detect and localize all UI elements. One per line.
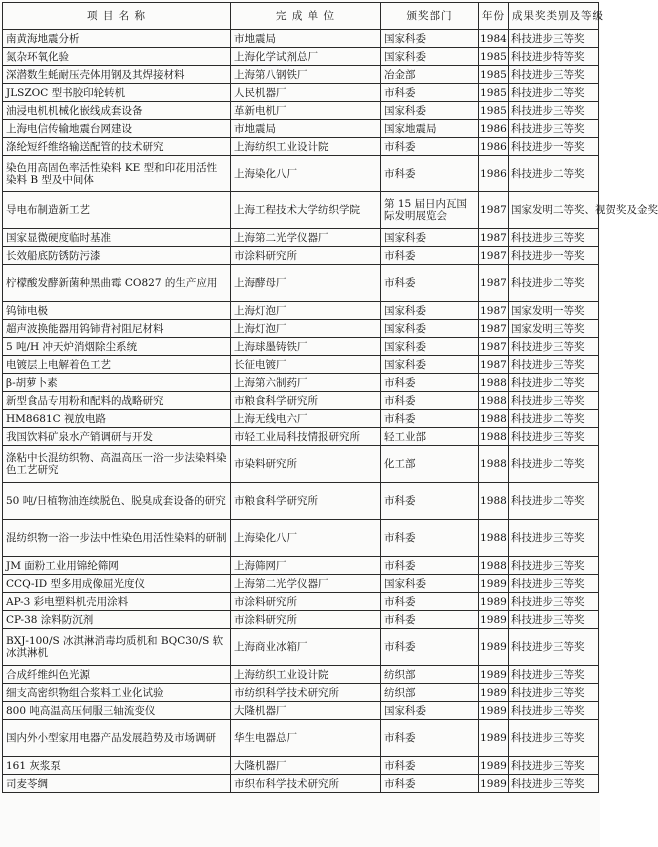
completing-unit-cell: 市涂料研究所 [231, 593, 381, 611]
completing-unit-cell: 上海第八钢铁厂 [231, 66, 381, 84]
project-name-cell: 合成纤维纠色光源 [3, 666, 231, 684]
project-name-cell: 我国饮料矿泉水产销调研与开发 [3, 428, 231, 446]
awarding-department-cell: 国家地震局 [381, 120, 479, 138]
table-row [3, 156, 599, 192]
header-awarding-department: 颁奖部门 [381, 3, 479, 30]
table-row [3, 684, 599, 702]
awarding-department-cell: 市科委 [381, 629, 479, 666]
completing-unit-cell: 市粮食科学研究所 [231, 483, 381, 520]
year-cell: 1986 [479, 156, 509, 192]
award-category-cell: 科技进步三等奖 [509, 720, 599, 757]
year-cell: 1989 [479, 593, 509, 611]
table-row [3, 483, 599, 520]
project-name-cell: 新型食品专用粉和配料的战略研究 [3, 392, 231, 410]
awarding-department-cell: 国家科委 [381, 302, 479, 320]
table-row [3, 120, 599, 138]
award-category-cell: 科技进步二等奖 [509, 410, 599, 428]
table-row [3, 410, 599, 428]
award-category-cell: 国家发明一等奖 [509, 302, 599, 320]
table-row [3, 320, 599, 338]
award-category-cell: 科技进步特等奖 [509, 48, 599, 66]
project-name-cell: 油浸电机机械化嵌线成套设备 [3, 102, 231, 120]
awarding-department-cell: 国家科委 [381, 320, 479, 338]
table-row [3, 356, 599, 374]
year-cell: 1985 [479, 102, 509, 120]
awarding-department-cell: 市科委 [381, 84, 479, 102]
awarding-department-cell: 第 15 届日内瓦国际发明展览会 [381, 192, 479, 229]
award-category-cell: 国家发明三等奖 [509, 320, 599, 338]
project-name-cell: CCQ-ID 型多用成像屈光度仪 [3, 575, 231, 593]
year-cell: 1989 [479, 757, 509, 775]
table-row [3, 593, 599, 611]
table-row [3, 446, 599, 483]
year-cell: 1989 [479, 684, 509, 702]
awarding-department-cell: 市科委 [381, 265, 479, 302]
year-cell: 1985 [479, 84, 509, 102]
year-cell: 1987 [479, 320, 509, 338]
project-name-cell: 司麦苓绸 [3, 775, 231, 793]
award-category-cell: 科技进步二等奖 [509, 156, 599, 192]
table-row [3, 192, 599, 229]
year-cell: 1987 [479, 229, 509, 247]
completing-unit-cell: 上海工程技术大学纺织学院 [231, 192, 381, 229]
table-row [3, 557, 599, 575]
project-name-cell: 5 吨/H 冲天炉消烟除尘系统 [3, 338, 231, 356]
completing-unit-cell: 上海纺织工业设计院 [231, 666, 381, 684]
awarding-department-cell: 国家科委 [381, 48, 479, 66]
award-category-cell: 科技进步二等奖 [509, 265, 599, 302]
awarding-department-cell: 市科委 [381, 593, 479, 611]
project-name-cell: HM8681C 视放电路 [3, 410, 231, 428]
header-year: 年份 [479, 3, 509, 30]
completing-unit-cell: 上海染化八厂 [231, 156, 381, 192]
project-name-cell: 深潜数生蚝耐压壳体用钢及其焊接材料 [3, 66, 231, 84]
awarding-department-cell: 国家科委 [381, 102, 479, 120]
project-name-cell: β-胡萝卜素 [3, 374, 231, 392]
completing-unit-cell: 上海灯泡厂 [231, 320, 381, 338]
year-cell: 1989 [479, 629, 509, 666]
year-cell: 1989 [479, 611, 509, 629]
awarding-department-cell: 国家科委 [381, 575, 479, 593]
year-cell: 1989 [479, 720, 509, 757]
award-category-cell: 科技进步一等奖 [509, 138, 599, 156]
project-name-cell: 南黄海地震分析 [3, 30, 231, 48]
completing-unit-cell: 上海商业冰箱厂 [231, 629, 381, 666]
project-name-cell: JM 面粉工业用锦纶筛网 [3, 557, 231, 575]
project-name-cell: CP-38 涂料防沉剂 [3, 611, 231, 629]
completing-unit-cell: 上海灯泡厂 [231, 302, 381, 320]
table-row [3, 757, 599, 775]
project-name-cell: 氮杂环氧化验 [3, 48, 231, 66]
project-name-cell: 国家显微硬度临时基准 [3, 229, 231, 247]
project-name-cell: 涤粘中长混纺织物、高温高压一浴一步法染料染色工艺研究 [3, 446, 231, 483]
completing-unit-cell: 市地震局 [231, 120, 381, 138]
award-category-cell: 科技进步三等奖 [509, 428, 599, 446]
award-category-cell: 科技进步一等奖 [509, 247, 599, 265]
completing-unit-cell: 上海化学试剂总厂 [231, 48, 381, 66]
awarding-department-cell: 市科委 [381, 247, 479, 265]
table-row [3, 265, 599, 302]
project-name-cell: 混纺织物一浴一步法中性染色用活性染料的研制 [3, 520, 231, 557]
project-name-cell: 161 灰浆泵 [3, 757, 231, 775]
completing-unit-cell: 市织布科学技术研究所 [231, 775, 381, 793]
awarding-department-cell: 市科委 [381, 520, 479, 557]
table-row [3, 229, 599, 247]
award-category-cell: 科技进步三等奖 [509, 392, 599, 410]
award-category-cell: 科技进步二等奖 [509, 374, 599, 392]
completing-unit-cell: 长征电镀厂 [231, 356, 381, 374]
awarding-department-cell: 纺织部 [381, 666, 479, 684]
year-cell: 1988 [479, 520, 509, 557]
award-category-cell: 科技进步三等奖 [509, 557, 599, 575]
year-cell: 1987 [479, 265, 509, 302]
table-row [3, 702, 599, 720]
award-category-cell: 科技进步三等奖 [509, 593, 599, 611]
project-name-cell: 50 吨/日植物油连续脱色、脱臭成套设备的研究 [3, 483, 231, 520]
year-cell: 1989 [479, 666, 509, 684]
award-category-cell: 科技进步三等奖 [509, 666, 599, 684]
table-row [3, 392, 599, 410]
award-category-cell: 科技进步三等奖 [509, 684, 599, 702]
awarding-department-cell: 市科委 [381, 720, 479, 757]
table-header-row [3, 3, 599, 30]
award-category-cell: 科技进步三等奖 [509, 66, 599, 84]
year-cell: 1987 [479, 247, 509, 265]
awarding-department-cell: 化工部 [381, 446, 479, 483]
table-row [3, 48, 599, 66]
year-cell: 1987 [479, 302, 509, 320]
awarding-department-cell: 国家科委 [381, 30, 479, 48]
completing-unit-cell: 人民机器厂 [231, 84, 381, 102]
table-row [3, 138, 599, 156]
awarding-department-cell: 市科委 [381, 156, 479, 192]
project-name-cell: 钨铈电极 [3, 302, 231, 320]
table-row [3, 102, 599, 120]
completing-unit-cell: 大隆机器厂 [231, 702, 381, 720]
completing-unit-cell: 市涂料研究所 [231, 611, 381, 629]
year-cell: 1988 [479, 557, 509, 575]
header-award-category: 成果奖类别及等级 [509, 3, 599, 30]
table-row [3, 575, 599, 593]
awarding-department-cell: 纺织部 [381, 684, 479, 702]
completing-unit-cell: 市染料研究所 [231, 446, 381, 483]
awarding-department-cell: 市科委 [381, 611, 479, 629]
award-category-cell: 科技进步三等奖 [509, 702, 599, 720]
table-body [3, 30, 658, 793]
year-cell: 1988 [479, 410, 509, 428]
table-row [3, 338, 599, 356]
project-name-cell: 染色用高固色率活性染料 KE 型和印花用活性染料 B 型及中间体 [3, 156, 231, 192]
award-category-cell: 国家发明二等奖、视贺奖及金奖 [509, 192, 599, 229]
awarding-department-cell: 国家科委 [381, 338, 479, 356]
project-name-cell: 柠檬酸发酵新菌种黑曲霉 CO827 的生产应用 [3, 265, 231, 302]
project-name-cell: 800 吨高温高压伺服三轴流变仪 [3, 702, 231, 720]
table-row [3, 520, 599, 557]
header-project-name: 项 目 名 称 [3, 3, 231, 30]
project-name-cell: 超声波换能器用钨铈背衬阻尼材料 [3, 320, 231, 338]
table-row [3, 611, 599, 629]
completing-unit-cell: 市纺织科学技术研究所 [231, 684, 381, 702]
award-category-cell: 科技进步三等奖 [509, 356, 599, 374]
award-category-cell: 科技进步三等奖 [509, 102, 599, 120]
completing-unit-cell: 上海酵母厂 [231, 265, 381, 302]
year-cell: 1987 [479, 356, 509, 374]
year-cell: 1988 [479, 392, 509, 410]
table-row [3, 84, 599, 102]
completing-unit-cell: 上海染化八厂 [231, 520, 381, 557]
completing-unit-cell: 上海第二光学仪器厂 [231, 575, 381, 593]
award-category-cell: 科技进步三等奖 [509, 629, 599, 666]
award-category-cell: 科技进步二等奖 [509, 446, 599, 483]
project-name-cell: 细支高密织物组合浆料工业化试验 [3, 684, 231, 702]
year-cell: 1989 [479, 775, 509, 793]
project-name-cell: JLSZOC 型书胶印轮转机 [3, 84, 231, 102]
year-cell: 1988 [479, 428, 509, 446]
award-category-cell: 科技进步三等奖 [509, 611, 599, 629]
completing-unit-cell: 上海第二光学仪器厂 [231, 229, 381, 247]
awarding-department-cell: 国家科委 [381, 702, 479, 720]
year-cell: 1986 [479, 138, 509, 156]
year-cell: 1989 [479, 575, 509, 593]
table-row [3, 302, 599, 320]
awarding-department-cell: 市科委 [381, 138, 479, 156]
completing-unit-cell: 大隆机器厂 [231, 757, 381, 775]
completing-unit-cell: 上海球墨铸铁厂 [231, 338, 381, 356]
awarding-department-cell: 轻工业部 [381, 428, 479, 446]
completing-unit-cell: 上海纺织工业设计院 [231, 138, 381, 156]
completing-unit-cell: 上海筛网厂 [231, 557, 381, 575]
table-row [3, 66, 599, 84]
completing-unit-cell: 上海无线电六厂 [231, 410, 381, 428]
award-category-cell: 科技进步三等奖 [509, 30, 599, 48]
year-cell: 1988 [479, 374, 509, 392]
awarding-department-cell: 国家科委 [381, 229, 479, 247]
table-row [3, 720, 599, 757]
year-cell: 1988 [479, 483, 509, 520]
completing-unit-cell: 市粮食科学研究所 [231, 392, 381, 410]
completing-unit-cell: 革新电机厂 [231, 102, 381, 120]
year-cell: 1985 [479, 48, 509, 66]
award-category-cell: 科技进步三等奖 [509, 120, 599, 138]
project-name-cell: BXJ-100/S 冰淇淋消毒均质机和 BQC30/S 软冰淇淋机 [3, 629, 231, 666]
year-cell: 1985 [479, 66, 509, 84]
year-cell: 1989 [479, 702, 509, 720]
completing-unit-cell: 市轻工业局科技情报研究所 [231, 428, 381, 446]
completing-unit-cell: 上海第六制药厂 [231, 374, 381, 392]
awarding-department-cell: 市科委 [381, 410, 479, 428]
table-row [3, 30, 599, 48]
table-row [3, 775, 599, 793]
year-cell: 1987 [479, 192, 509, 229]
awarding-department-cell: 冶金部 [381, 66, 479, 84]
awarding-department-cell: 国家科委 [381, 356, 479, 374]
year-cell: 1984 [479, 30, 509, 48]
year-cell: 1988 [479, 446, 509, 483]
project-name-cell: 导电布制造新工艺 [3, 192, 231, 229]
table-row [3, 629, 599, 666]
awarding-department-cell: 市科委 [381, 374, 479, 392]
award-category-cell: 科技进步二等奖 [509, 84, 599, 102]
award-category-cell: 科技进步三等奖 [509, 775, 599, 793]
awarding-department-cell: 市科委 [381, 483, 479, 520]
table-row [3, 374, 599, 392]
project-name-cell: 涤纶短纤维络输送配管的技术研究 [3, 138, 231, 156]
table-row [3, 666, 599, 684]
award-category-cell: 科技进步三等奖 [509, 229, 599, 247]
table-row [3, 428, 599, 446]
year-cell: 1987 [479, 338, 509, 356]
award-category-cell: 科技进步三等奖 [509, 338, 599, 356]
completing-unit-cell: 华生电器总厂 [231, 720, 381, 757]
completing-unit-cell: 市地震局 [231, 30, 381, 48]
award-category-cell: 科技进步三等奖 [509, 520, 599, 557]
table-row [3, 247, 599, 265]
project-name-cell: 国内外小型家用电器产品发展趋势及市场调研 [3, 720, 231, 757]
year-cell: 1986 [479, 120, 509, 138]
award-category-cell: 科技进步二等奖 [509, 483, 599, 520]
project-name-cell: 电镀层上电解着色工艺 [3, 356, 231, 374]
project-name-cell: 上海电信传输地震台网建设 [3, 120, 231, 138]
award-category-cell: 科技进步三等奖 [509, 575, 599, 593]
awarding-department-cell: 市科委 [381, 757, 479, 775]
completing-unit-cell: 市涂料研究所 [231, 247, 381, 265]
awarding-department-cell: 市科委 [381, 392, 479, 410]
awarding-department-cell: 市科委 [381, 775, 479, 793]
awards-table [2, 2, 658, 793]
project-name-cell: AP-3 彩电塑料机壳用涂料 [3, 593, 231, 611]
header-completing-unit: 完 成 单 位 [231, 3, 381, 30]
awarding-department-cell: 市科委 [381, 557, 479, 575]
award-category-cell: 科技进步三等奖 [509, 757, 599, 775]
project-name-cell: 长效船底防锈防污漆 [3, 247, 231, 265]
